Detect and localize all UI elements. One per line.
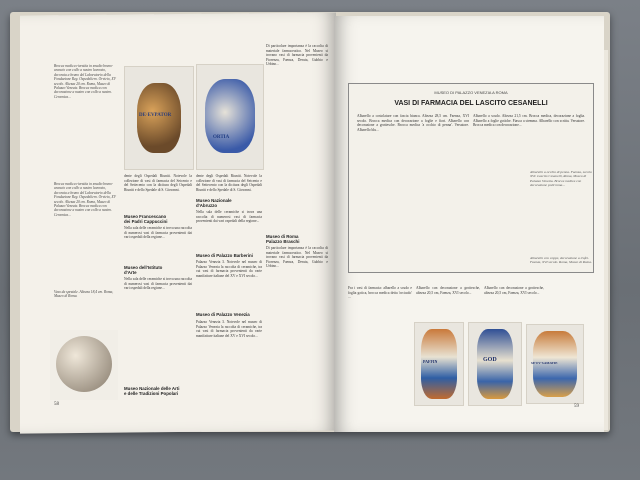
box-col-b: Albarello a scudo. Altezza 21,5 cm. Brocca medica, decorazione a foglia. Albarello a foglie gotiche. Fiasca a stemma. Albarello con scritta. Versatore. Brocca medica con decorazione... — [473, 114, 585, 128]
heading-barberini: Museo di Palazzo Barberini — [196, 253, 253, 258]
caption-mid-left: Brocca medica rivestita in smalto bruno-arancio con collo a nastro lavorato, decorata a bruno del Laboratorio della Fondazione Reg. Ospedaliero. Orvieto, XV secolo. Altezza 20 cm. Roma, Museo di Palazzo Venezia. Brocca medica con decorazione a nastro con collo a nastro. Ceramica... — [54, 182, 116, 217]
vase-photo-3 — [50, 330, 118, 400]
text-col-d2: Di particolare importanza è la raccolta di materiale farmaceutico. Nel Museo si trovano vasi di farmacia provenienti da Fiorenza, Faenza, Deruta, Gubbio e Urbino... — [266, 246, 328, 269]
caption-top-left: Brocca medica rivestita in smalto bruno-arancio con collo a nastro lavorato, decorata a bruno del Laboratorio della Fondazione Reg. Ospedaliero. Orvieto, XV secolo. Altezza 20 cm. Roma, Museo di Palazzo Venezia. Brocca medica con decorazione a nastro con collo a nastro. Ceramica... — [54, 64, 116, 99]
text-col-c3: Palazzo Venezia 3. Notevole nel museo di Palazzo Venezia la raccolta di ceramiche, tra cui vasi di farmacia provenienti da varie manifatture italiane del XV e XVI secolo... — [196, 320, 262, 338]
text-col-d1: Di particolare importanza è la raccolta di materiale farmaceutico. Nel Museo si trovano vasi di farmacia provenienti da Fiorenza, Faenza, Deruta, Gubbio e Urbino... — [266, 44, 328, 67]
lower-col-c: Albarello con decorazione a grottesche, altezza 20,5 cm, Faenza, XVI secolo... — [484, 286, 544, 295]
text-col-c2: Palazzo Venezia 3. Notevole nel museo di Palazzo Venezia la raccolta di ceramiche, tra cui vasi di farmacia provenienti da varie manifatture italiane del XV e XVI secolo... — [196, 260, 262, 278]
text-col-b: dente degli Ospedali Riuniti. Notevole la collezione di vasi di farmacia del Seicento e del Settecento con la dicitura degli Ospedali Riuniti e dello Spedale di S. Giovanni. — [124, 174, 192, 192]
sidebar-caption-2: Albarello con coppe, decorazione a trofei. Faenza, XVI secolo. Roma, Museo di Roma. — [530, 256, 592, 265]
text-col-b2: Nella sala delle ceramiche si trova una raccolta di numerosi vasi di farmacia provenienti dai vari ospedali della regione... — [124, 226, 192, 240]
heading-arti-tradizioni: Museo Nazionale delle Arti e delle Tradizioni Popolari — [124, 386, 180, 396]
lower-col-a: Fra i vasi di farmacia: albarello a scudo e foglia gotica, brocca medica detta 'orciuolo' ... — [348, 286, 412, 300]
jar-label-2: GOD — [483, 357, 497, 363]
heading-museo-roma: Museo di Roma Palazzo Braschi — [266, 234, 300, 244]
jar-photo-2 — [468, 322, 522, 406]
jar-photo-1 — [414, 322, 464, 406]
jar-label-1: PAFFIN — [423, 359, 438, 364]
vase-label-1: DE·EVPATOR — [139, 113, 172, 118]
page-number-right: 59 — [574, 404, 579, 409]
jar-label-3: SE·FV·SAMATIE — [531, 361, 558, 365]
text-col-c1: Nella sala delle ceramiche si trova una raccolta di numerosi vasi di farmacia provenienti dai vari ospedali della regione... — [196, 210, 262, 224]
heading-abruzzo: Museo Nazionale d'Abruzzo — [196, 198, 232, 208]
vase-photo-1 — [124, 66, 194, 170]
text-col-b3: Nella sala delle ceramiche si trova una raccolta di numerosi vasi di farmacia provenienti dai vari ospedali della regione... — [124, 277, 192, 291]
lower-col-b: Albarello con decorazione a grottesche, altezza 20,5 cm, Faenza, XVI secolo... — [416, 286, 480, 295]
heading-palazzo-venezia: Museo di Palazzo Venezia — [196, 312, 250, 317]
heading-istituto-arte: Museo dell'Istituto d'Arte — [124, 265, 163, 275]
box-col-a: Albarello a costolature con fascia bianca. Altezza 28,5 cm. Faenza, XVI secolo. Brocca medica con decorazione a foglie e fiori. Albarello con decorazione a grottesche. Brocca medica 'a occhio di penna'. Versatore. Albarello blu... — [357, 114, 469, 132]
caption-vase-roma: Vaso da speziale. Altezza 18,4 cm. Roma, Museo di Roma. — [54, 290, 114, 299]
box-subtitle: MUSEO DI PALAZZO VENEZIA A ROMA — [434, 90, 508, 95]
text-col-c0: dente degli Ospedali Riuniti. Notevole la collezione di vasi di farmacia del Seicento e del Settecento con la dicitura degli Ospedali Riuniti e dello Spedale di S. Giovanni. — [196, 174, 262, 192]
box-title: VASI DI FARMACIA DEL LASCITO CESANELLI — [394, 100, 548, 107]
sidebar-caption: Albarello a occhio di penna. Faenza, secolo XVI. Lascito Cesanelli, Roma, Museo di Palazzo Venezia. Brocca medica con decorazione policroma... — [530, 170, 592, 188]
heading-museo-francescano: Museo Francescano dei Padri Cappuccini — [124, 214, 168, 224]
page-number-left: 58 — [54, 402, 59, 407]
jar-photo-3 — [526, 324, 584, 404]
vase-photo-2 — [196, 64, 264, 170]
vase-label-2: ORTIA — [213, 135, 230, 140]
